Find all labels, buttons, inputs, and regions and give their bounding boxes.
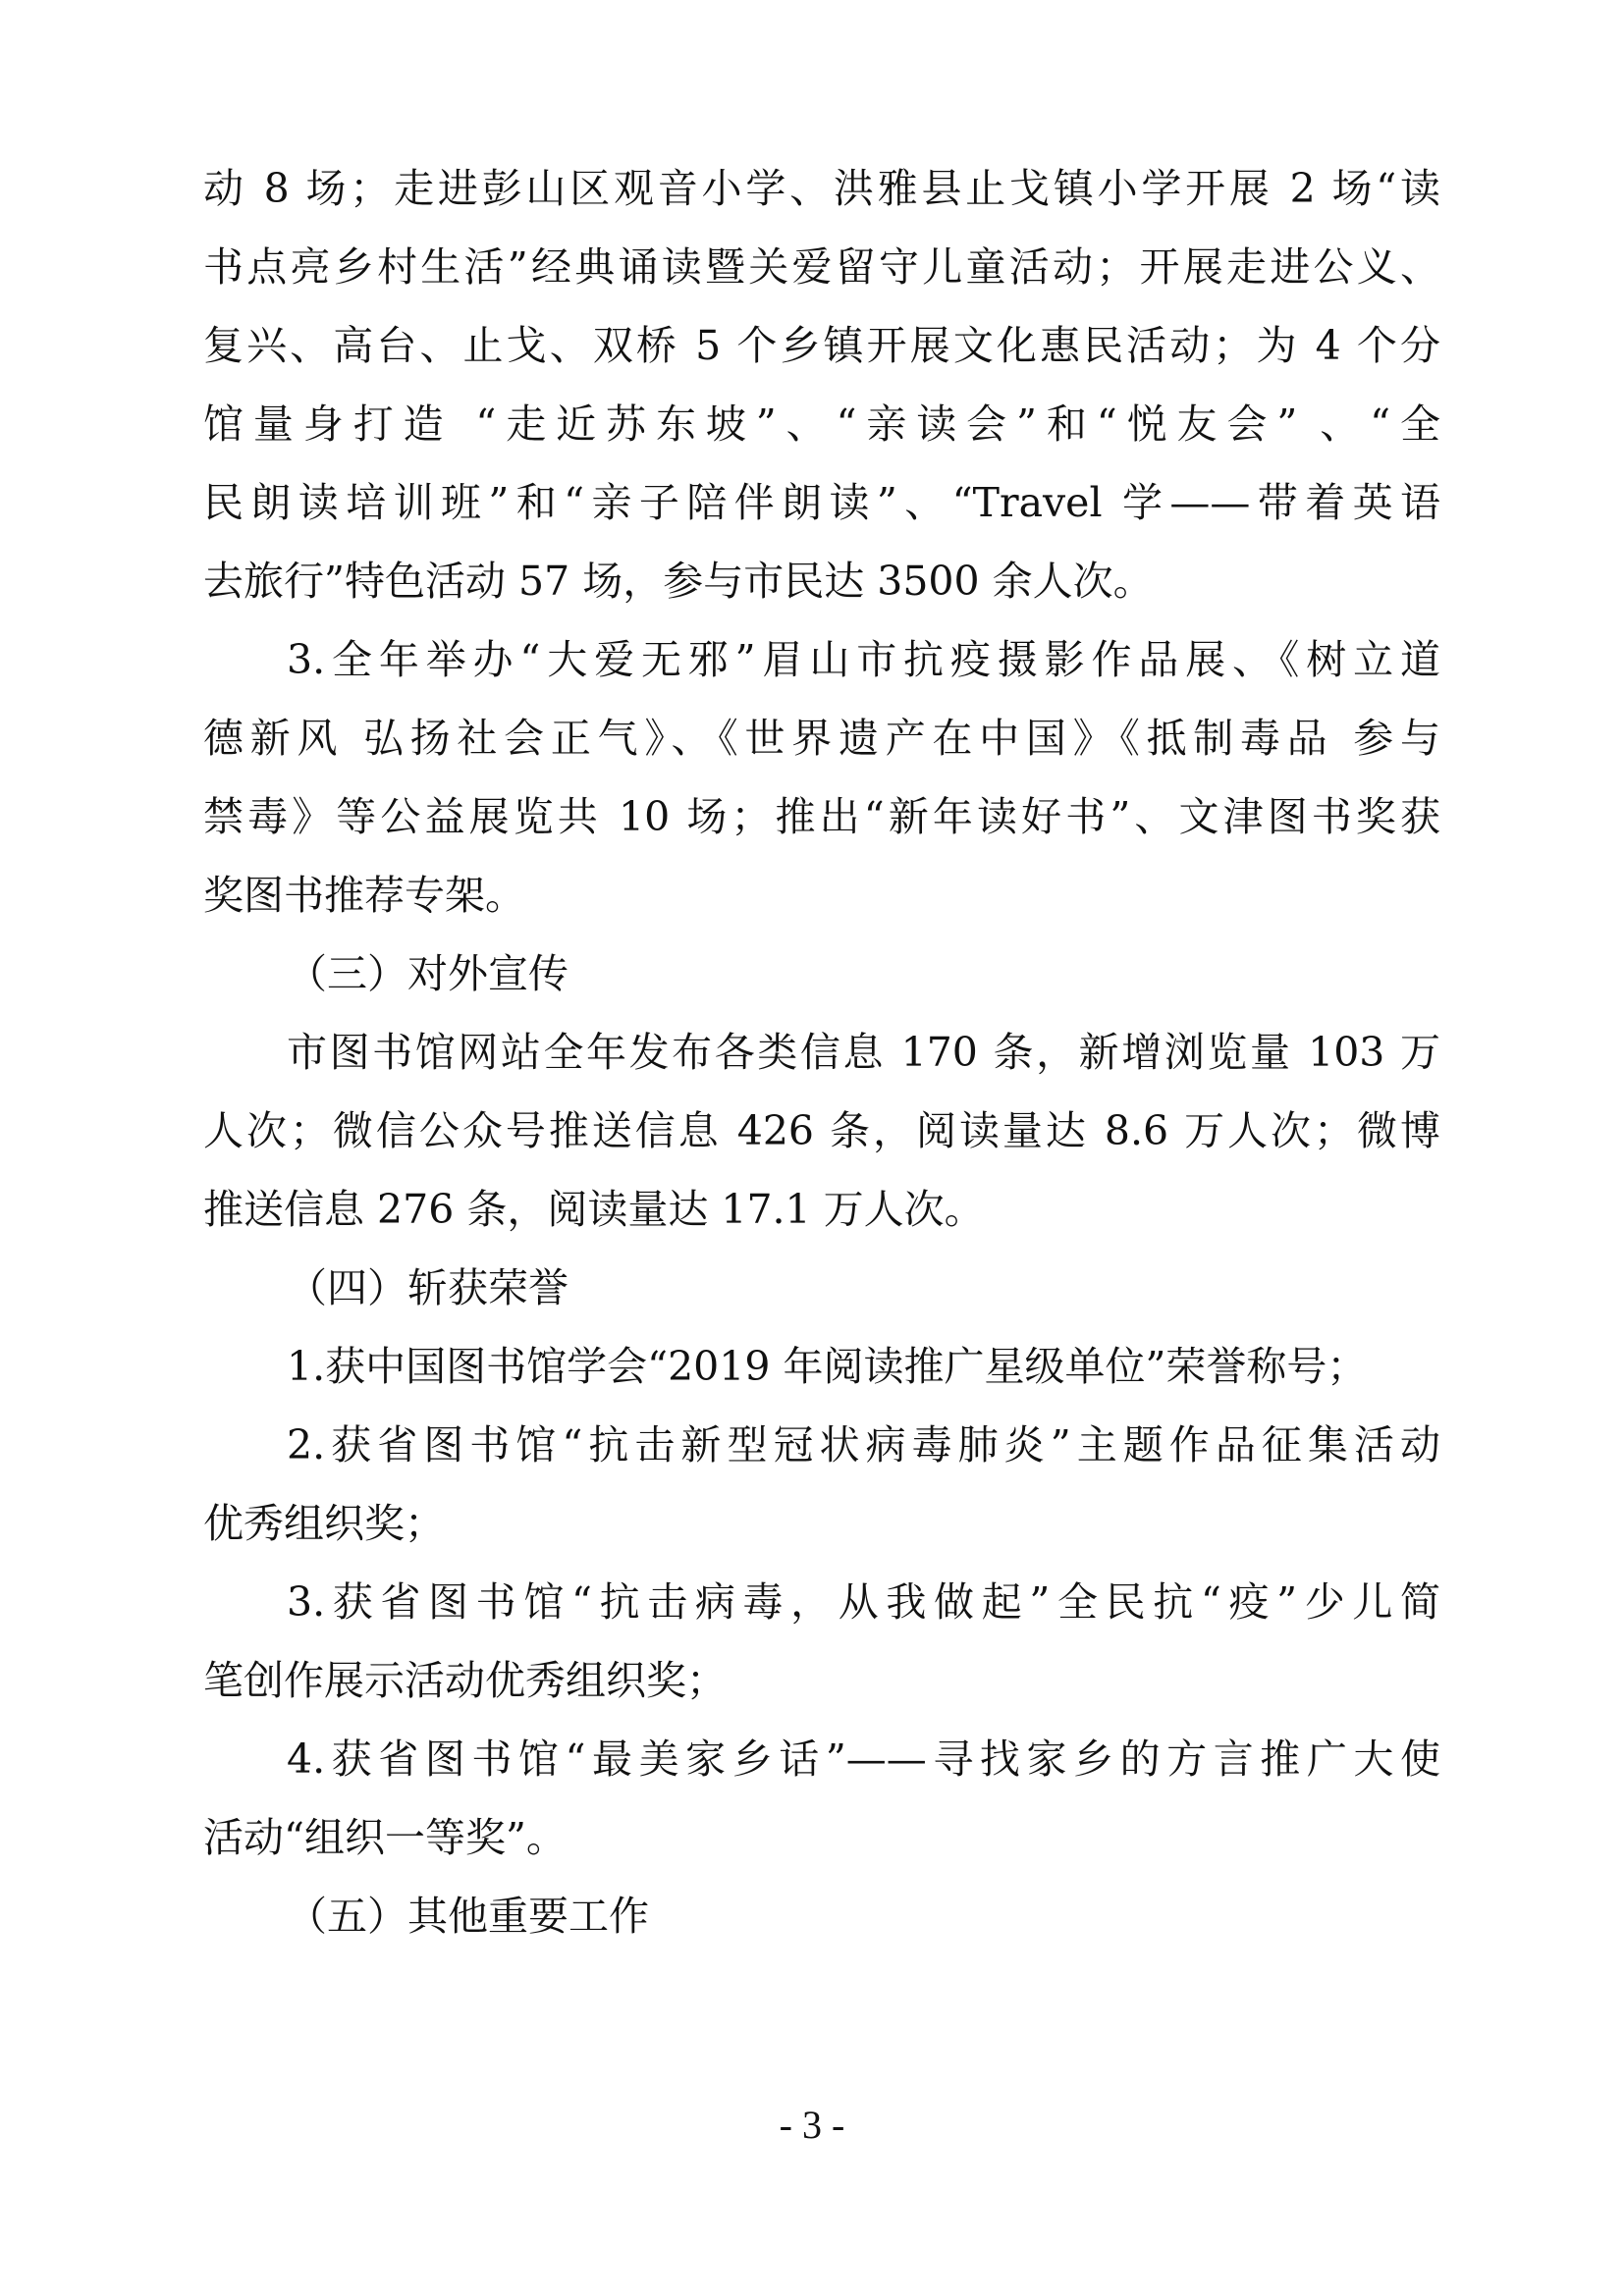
body-text-line: 4.获省图书馆“最美家乡话”——寻找家乡的方言推广大使 <box>287 1735 1440 1783</box>
body-text-line: 推送信息 276 条，阅读量达 17.1 万人次。 <box>203 1186 985 1233</box>
body-text-line: 德新风 弘扬社会正气》、《世界遗产在中国》《抵制毒品 参与 <box>203 715 1440 762</box>
body-text-line: 人次；微信公众号推送信息 426 条，阅读量达 8.6 万人次；微博 <box>203 1107 1440 1154</box>
body-text-line: 优秀组织奖； <box>203 1500 445 1547</box>
section-heading-honors: （四）斩获荣誉 <box>287 1264 568 1311</box>
section-heading-other-work: （五）其他重要工作 <box>287 1893 649 1940</box>
body-text-line: 3.获省图书馆“抗击病毒，从我做起”全民抗“疫”少儿简 <box>287 1578 1440 1626</box>
body-text-line: 去旅行”特色活动 57 场，参与市民达 3500 余人次。 <box>203 558 1154 605</box>
body-text-line: 笔创作展示活动优秀组织奖； <box>203 1657 727 1704</box>
body-text-line: 书点亮乡村生活”经典诵读暨关爱留守儿童活动；开展走进公义、 <box>203 243 1440 291</box>
body-text-line: 2.获省图书馆“抗击新型冠状病毒肺炎”主题作品征集活动 <box>287 1421 1440 1468</box>
body-text-line: 民朗读培训班”和“亲子陪伴朗读”、“Travel 学——带着英语 <box>203 479 1440 526</box>
body-text-line: 活动“组织一等奖”。 <box>203 1814 567 1861</box>
page-number: - 3 - <box>779 2103 845 2147</box>
body-text-line: 3.全年举办“大爱无邪”眉山市抗疫摄影作品展、《树立道 <box>287 636 1440 683</box>
body-text-line: 市图书馆网站全年发布各类信息 170 条，新增浏览量 103 万 <box>287 1029 1440 1076</box>
body-text-line: 奖图书推荐专架。 <box>203 872 525 919</box>
body-text-line: 馆量身打造 “走近苏东坡”、“亲读会”和“悦友会” 、“全 <box>203 400 1440 448</box>
section-heading-publicity: （三）对外宣传 <box>287 950 568 997</box>
body-text-line: 复兴、高台、止戈、双桥 5 个乡镇开展文化惠民活动；为 4 个分 <box>203 322 1440 369</box>
body-text-line: 动 8 场；走进彭山区观音小学、洪雅县止戈镇小学开展 2 场“读 <box>203 165 1440 212</box>
body-text-line: 禁毒》等公益展览共 10 场；推出“新年读好书”、文津图书奖获 <box>203 793 1440 840</box>
body-text-line: 1.获中国图书馆学会“2019 年阅读推广星级单位”荣誉称号； <box>287 1343 1368 1390</box>
